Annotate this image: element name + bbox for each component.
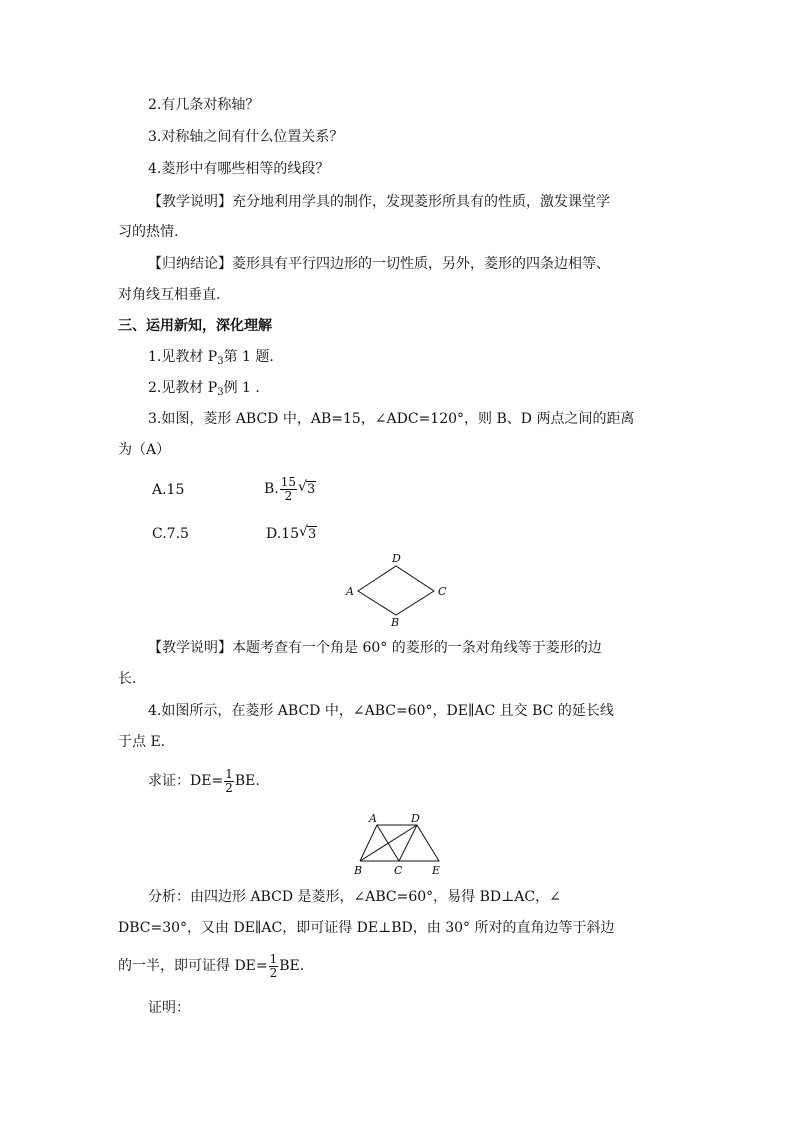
option-b-denominator: 2 <box>284 488 293 503</box>
label-e: E <box>432 864 441 877</box>
prove-statement <box>148 766 260 796</box>
option-d <box>266 524 317 545</box>
prove-fraction <box>224 768 234 795</box>
label-a: A <box>369 812 377 825</box>
option-b-radicand: 3 <box>307 482 316 497</box>
analysis-denominator: 2 <box>269 965 278 980</box>
label-d: D <box>411 812 420 825</box>
exercise-3-line1: 3.如图，菱形 ABCD 中，AB=15，∠ADC=120°，则 B、D 两点之间的距离 <box>148 411 635 427</box>
exercise-2-suffix: 例 1 . <box>223 380 260 396</box>
analysis-numerator: 1 <box>269 951 278 966</box>
analysis-line3-prefix: 的一半，即可证得 DE= <box>118 958 268 974</box>
rhombus-figure <box>340 548 450 628</box>
prove-prefix: 求证：DE= <box>148 773 224 789</box>
proof-label: 证明： <box>148 1000 190 1016</box>
exercise-1-subscript: 3 <box>217 356 224 367</box>
prove-denominator: 2 <box>225 780 233 795</box>
question-3: 3.对称轴之间有什么位置关系？ <box>148 129 344 145</box>
figure-2-outline <box>360 825 439 861</box>
label-d: D <box>392 552 401 565</box>
analysis-line3-suffix: BE. <box>279 958 305 974</box>
rhombus-extension-figure <box>348 810 458 878</box>
exercise-1 <box>148 347 274 372</box>
prove-numerator: 1 <box>225 766 233 781</box>
section-heading: 三、运用新知，深化理解 <box>118 318 272 334</box>
option-b-fraction <box>280 476 297 503</box>
option-c: C.7.5 <box>152 526 189 542</box>
conclusion-line1: 【归纳结论】菱形具有平行四边形的一切性质，另外，菱形的四条边相等、 <box>148 256 610 272</box>
exercise-2-prefix: 2.见教材 P <box>148 380 218 396</box>
option-b-sqrt <box>298 474 316 505</box>
option-d-prefix: D.15 <box>266 526 299 542</box>
teaching-note-2-line1: 【教学说明】本题考查有一个角是 60° 的菱形的一条对角线等于菱形的边 <box>148 640 602 656</box>
teaching-note-1-line2: 习的热情. <box>118 224 179 240</box>
option-b-prefix: B. <box>264 481 279 497</box>
teaching-note-1-line1: 【教学说明】充分地利用学具的制作，发现菱形所具有的性质，激发课堂学 <box>148 194 610 210</box>
radical-sign-icon: √ <box>299 524 308 540</box>
exercise-3-line2: 为（A） <box>118 442 171 458</box>
label-b: B <box>354 864 363 877</box>
question-4: 4.菱形中有哪些相等的线段？ <box>148 161 330 177</box>
exercise-4-line1: 4.如图所示，在菱形 ABCD 中，∠ABC=60°，DE∥AC 且交 BC 的延长线 <box>148 703 614 719</box>
label-c: C <box>438 585 447 598</box>
rhombus-shape <box>358 566 434 615</box>
question-2: 2.有几条对称轴？ <box>148 97 260 113</box>
option-a: A.15 <box>152 482 185 498</box>
label-c: C <box>394 864 403 877</box>
option-d-radicand: 3 <box>308 527 317 542</box>
exercise-1-prefix: 1.见教材 P <box>148 349 218 365</box>
exercise-4-line2: 于点 E. <box>118 734 166 750</box>
analysis-line3 <box>118 951 304 981</box>
teaching-note-2-line2: 长. <box>118 671 137 687</box>
exercise-2-subscript: 3 <box>217 387 224 398</box>
prove-suffix: BE. <box>234 773 260 789</box>
label-b: B <box>391 616 400 628</box>
analysis-line1: 分析：由四边形 ABCD 是菱形，∠ABC=60°，易得 BD⊥AC，∠ <box>148 889 561 905</box>
exercise-1-suffix: 第 1 题. <box>223 349 274 365</box>
option-b <box>264 474 316 505</box>
option-b-numerator: 15 <box>280 474 297 489</box>
conclusion-line2: 对角线互相垂直. <box>118 287 221 303</box>
exercise-2 <box>148 378 260 403</box>
analysis-fraction <box>269 953 279 980</box>
label-a: A <box>346 585 354 598</box>
option-d-sqrt <box>299 524 317 545</box>
radical-sign-icon: √ <box>298 479 307 495</box>
analysis-line2: DBC=30°，又由 DE∥AC，即可证得 DE⊥BD，由 30° 所对的直角边等于斜边 <box>118 920 615 936</box>
